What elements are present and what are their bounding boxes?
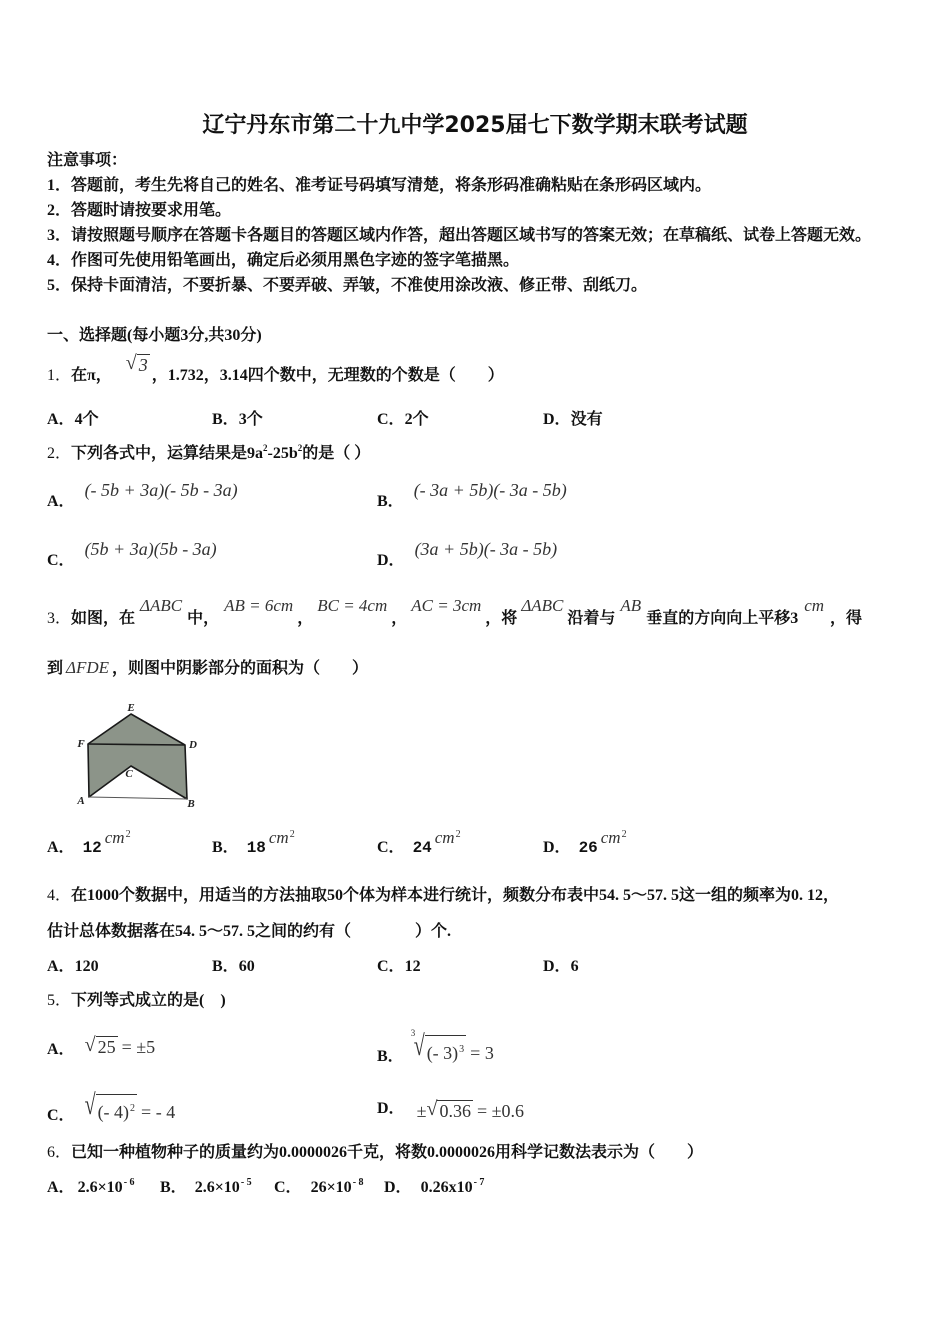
q1-option-d: [543, 410, 603, 430]
stem-text: 沿着与: [567, 610, 616, 627]
stem-text-a: 在π，: [71, 367, 112, 384]
segment-fd: [88, 744, 185, 745]
option-label: D．: [377, 1100, 405, 1117]
option-expression: (- 3a + 5b)(- 3a - 5b): [413, 480, 567, 500]
option-expression: [417, 1100, 524, 1121]
q4-option-b: [212, 957, 255, 977]
option-label: D．: [543, 839, 571, 856]
radicand-exponent: 3: [459, 1044, 465, 1055]
q5-option-a: [47, 1034, 156, 1060]
option-unit: cm: [600, 828, 621, 847]
question-1-stem: [47, 352, 504, 386]
radicand-exponent: 2: [130, 1103, 136, 1114]
radicand: 0.36: [439, 1101, 471, 1121]
option-label: C．: [47, 552, 75, 569]
option-label: C．: [377, 958, 405, 975]
option-value: 26: [578, 839, 598, 857]
option-label: D．: [543, 411, 571, 428]
option-base: 26×10: [310, 1179, 352, 1196]
question-number: 6．: [47, 1144, 72, 1161]
option-label: A．: [47, 839, 75, 856]
q1-option-a: [47, 410, 99, 430]
q2-option-a: [47, 480, 238, 512]
option-expression: (5b + 3a)(5b - 3a): [84, 539, 217, 559]
option-expression: (3a + 5b)(- 3a - 5b): [414, 539, 558, 559]
length-ab: AB = 6cm: [224, 596, 294, 615]
triangle-fde: ΔFDE: [66, 658, 110, 677]
expression-rest: = ±0.6: [476, 1101, 524, 1121]
question-6-stem: [47, 1143, 703, 1163]
root-index: 3: [410, 1028, 416, 1038]
stem-text-b: -25b: [267, 445, 298, 462]
q5-option-d: [377, 1096, 524, 1119]
question-3-stem-line-2: [47, 658, 368, 679]
expression-rest: = - 4: [141, 1102, 176, 1122]
option-exponent: - 6: [123, 1177, 135, 1188]
triangle-abc: ΔABC: [521, 596, 564, 615]
option-text: 4个: [74, 411, 99, 428]
stem-text: 下列等式成立的是( ): [71, 992, 226, 1009]
option-exponent: 2: [289, 829, 295, 840]
option-exponent: - 8: [352, 1177, 364, 1188]
notice-item-5: 5．保持卡面清洁，不要折暴、不要弄破、弄皱，不准使用涂改液、修正带、刮纸刀。: [47, 277, 648, 294]
stem-text: ，: [391, 610, 408, 627]
radicand: [96, 1094, 137, 1121]
q1-option-b: [212, 410, 263, 430]
q5-option-c: [47, 1089, 176, 1126]
option-label: A．: [47, 411, 75, 428]
option-label: C．: [377, 839, 405, 856]
option-exponent: 2: [125, 829, 131, 840]
option-text: 120: [74, 958, 99, 975]
q6-option-a: [47, 1178, 135, 1198]
vertex-label-f: F: [77, 738, 85, 750]
q4-option-d: [543, 957, 579, 977]
option-label: B．: [377, 1048, 404, 1065]
q4-option-c: [377, 957, 421, 977]
option-unit: cm: [434, 828, 455, 847]
vertex-label-b: B: [187, 798, 195, 810]
question-number: 4．: [47, 887, 72, 904]
option-label: B．: [212, 958, 239, 975]
q5-option-b: [377, 1028, 494, 1067]
plus-minus-prefix: ±: [416, 1101, 427, 1121]
q2-option-b: [377, 480, 567, 512]
segment-ab: [89, 797, 187, 799]
option-label: D．: [543, 958, 571, 975]
exponent: 2: [297, 443, 303, 453]
option-exponent: 2: [455, 829, 461, 840]
option-expression: [84, 1089, 176, 1122]
question-5-stem: [47, 991, 226, 1011]
q3-option-b: [212, 828, 295, 858]
radicand: [425, 1035, 466, 1062]
question-number: 5．: [47, 992, 72, 1009]
option-label: B．: [212, 411, 239, 428]
option-label: B．: [160, 1179, 187, 1196]
stem-text: 已知一种植物种子的质量约为0.0000026千克，将数0.0000026用科学记数法表示为（ ）: [71, 1144, 704, 1161]
length-bc: BC = 4cm: [317, 596, 388, 615]
stem-text: ，: [297, 610, 314, 627]
vertex-label-e: E: [127, 702, 135, 714]
option-label: A．: [47, 1041, 75, 1058]
segment-ab-label: AB: [620, 596, 642, 615]
radical-sign: √: [84, 1034, 96, 1056]
option-expression: [410, 1028, 494, 1063]
radical-sign: √: [426, 1098, 438, 1120]
length-ac: AC = 3cm: [411, 596, 482, 615]
option-exponent: 2: [621, 829, 627, 840]
option-text: 12: [404, 958, 421, 975]
option-text: 2个: [404, 411, 429, 428]
option-label: C．: [377, 411, 405, 428]
q1-option-c: [377, 410, 429, 430]
question-3-stem-line-1: [47, 596, 863, 629]
radical-sign: √: [413, 1030, 425, 1063]
stem-text: 到: [47, 660, 64, 677]
option-text: 60: [238, 958, 255, 975]
radicand: 25: [97, 1037, 116, 1057]
section-heading-choice: 一、选择题(每小题3分,共30分): [47, 327, 262, 344]
q6-option-b: [160, 1178, 252, 1198]
square-root: [85, 1036, 118, 1056]
stem-text: 在1000个数据中，用适当的方法抽取50个体为样本进行统计，频数分布表中54. 5～57. 5这一组的频率为0. 12，: [71, 887, 840, 904]
option-base: 0.26x10: [420, 1179, 473, 1196]
option-base: 2.6×10: [77, 1179, 123, 1196]
stem-text: ，得: [830, 610, 863, 627]
square-root: [84, 1089, 137, 1122]
shaded-region: [88, 714, 187, 799]
question-4-stem-line-2: 估计总体数据落在54. 5～57. 5之间的约有（ ）个.: [47, 923, 452, 940]
vertex-label-d: D: [189, 739, 197, 751]
question-number: 1．: [47, 367, 72, 384]
stem-text: ，将: [485, 610, 518, 627]
option-label: C．: [274, 1179, 302, 1196]
radical-sign: √: [84, 1089, 96, 1122]
cube-root: [410, 1028, 466, 1063]
q2-option-d: [377, 539, 558, 571]
q2-option-c: [47, 539, 217, 571]
q3-option-d: [543, 828, 627, 858]
radicand-base: (- 3): [426, 1043, 459, 1063]
option-label: D．: [384, 1179, 412, 1196]
vertex-label-c: C: [125, 768, 133, 780]
vertex-label-a: A: [77, 795, 85, 807]
option-unit: cm: [104, 828, 125, 847]
option-expression: [85, 1036, 156, 1057]
exam-title: 辽宁丹东市第二十九中学2025届七下数学期末联考试题: [202, 113, 748, 138]
option-value: 18: [246, 839, 266, 857]
stem-text: 垂直的方向向上平移3: [646, 610, 799, 627]
exponent: 2: [263, 443, 268, 453]
stem-text: 中，: [187, 610, 220, 627]
option-label: B．: [212, 839, 239, 856]
q3-option-c: [377, 828, 461, 858]
expression-rest: = 3: [470, 1043, 494, 1063]
expression-rest: = ±5: [121, 1037, 156, 1057]
notice-heading: 注意事项：: [47, 152, 128, 169]
question-number: 2．: [47, 445, 72, 462]
option-text: 3个: [238, 411, 263, 428]
square-root: [426, 1100, 473, 1120]
stem-text-c: 的是（ ）: [302, 445, 371, 462]
triangle-abc: ΔABC: [140, 596, 183, 615]
option-label: A．: [47, 1179, 75, 1196]
notice-item-1: 1．答题前，考生先将自己的姓名、准考证号码填写清楚，将条形码准确粘贴在条形码区域内。: [47, 177, 712, 194]
option-base: 2.6×10: [194, 1179, 240, 1196]
stem-text-b: ，1.732，3.14四个数中，无理数的个数是（ ）: [151, 367, 504, 384]
option-unit: cm: [268, 828, 289, 847]
option-label: B．: [377, 493, 404, 510]
option-value: 24: [412, 839, 432, 857]
option-exponent: - 5: [240, 1177, 252, 1188]
notice-item-4: 4．作图可先使用铅笔画出，确定后必须用黑色字迹的签字笔描黑。: [47, 252, 520, 269]
unit-cm: cm: [804, 596, 825, 615]
q6-option-d: [384, 1178, 484, 1198]
option-label: C．: [47, 1107, 75, 1124]
option-label: D．: [377, 552, 405, 569]
option-text: 6: [570, 958, 579, 975]
q4-option-a: [47, 957, 99, 977]
sqrt-3-expression: [126, 354, 150, 374]
notice-item-3: 3．请按照题号顺序在答题卡各题目的答题区域内作答，超出答题区域书写的答案无效；在草稿纸、试卷上答题无效。: [47, 227, 872, 244]
radical-sign: √: [125, 352, 137, 374]
question-4-stem-line-1: [47, 886, 839, 906]
option-expression: (- 5b + 3a)(- 5b - 3a): [84, 480, 238, 500]
stem-text: 如图，在: [71, 610, 136, 627]
option-label: A．: [47, 958, 75, 975]
q3-option-a: [47, 828, 131, 858]
option-value: 12: [82, 839, 102, 857]
q6-option-c: [274, 1178, 364, 1198]
option-exponent: - 7: [473, 1177, 485, 1188]
question-2-stem: [47, 444, 370, 464]
question-number: 3．: [47, 610, 72, 627]
stem-text-a: 下列各式中，运算结果是9a: [71, 445, 264, 462]
radicand: 3: [138, 355, 148, 375]
option-label: A．: [47, 493, 75, 510]
radicand-base: (- 4): [97, 1102, 130, 1122]
stem-text: ，则图中阴影部分的面积为（ ）: [112, 660, 369, 677]
notice-item-2: 2．答题时请按要求用笔。: [47, 202, 232, 219]
translation-figure: [75, 698, 205, 813]
option-text: 没有: [570, 411, 603, 428]
